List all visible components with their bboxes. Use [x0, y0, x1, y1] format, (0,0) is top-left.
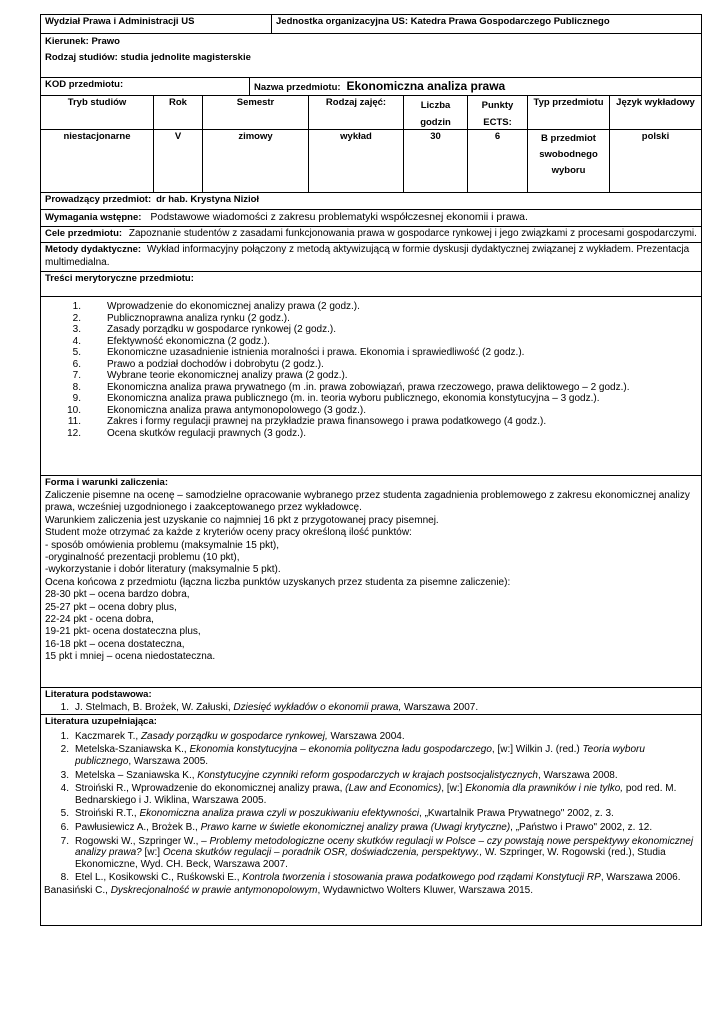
list-item: 5. Ekonomiczne uzasadnienie istnienia moralności i prawa. Ekonomia i sprawiedliwość (2 godz.).: [72, 347, 525, 358]
list-item: 3. Metelska – Szaniawska K., Konstytucyjne czynniki reform gospodarczych w krajach postsocjalistycznych, Warszawa 2008.: [60, 769, 618, 781]
td-language: polski: [641, 131, 670, 142]
td-semester: zimowy: [203, 130, 309, 192]
assessment-label: Forma i warunki zaliczenia:: [45, 477, 169, 488]
assessment-line: -oryginalność prezentacji problemu (10 pkt),: [45, 551, 240, 563]
assessment-line: 25-27 pkt – ocena dobry plus,: [45, 601, 177, 613]
goals-text: Zapoznanie studentów z zasadami funkcjonowania prawa w gospodarce rynkowej i jego związkami z procesami gospodarczymi.: [128, 228, 697, 239]
list-item: 10. Ekonomiczna analiza prawa antymonopolowego (3 godz.).: [67, 404, 367, 416]
list-item: 6. Pawłusiewicz A., Brożek B., Prawo karne w świetle ekonomicznej analizy prawa (Uwagi krytyczne), „Państwo i Prawo" 2002, z. 12.: [60, 822, 653, 834]
course-syllabus-form: [40, 14, 702, 926]
assessment-line: -wykorzystanie i dobór literatury (maksymalnie 5 pkt).: [45, 564, 281, 576]
table-value-row: [41, 130, 701, 193]
td-year: V: [154, 130, 203, 192]
list-item: 5. Stroiński R.T., Ekonomiczna analiza prawa czyli w poszukiwaniu efektywności, „Kwartalnik Prawa Prywatnego" 2002, z. 3.: [60, 808, 614, 820]
extra-literature-block: [41, 715, 701, 897]
list-item: 7. Wybrane teorie ekonomicznej analizy prawa (2 godz.).: [72, 370, 348, 381]
content-list: [41, 301, 630, 475]
code-name-row: [41, 78, 701, 96]
assessment-row: [41, 476, 701, 688]
unit-cell: Jednostka organizacyjna US: Katedra Prawa Gospodarczego Publicznego: [276, 16, 610, 27]
assessment-line: 16-18 pkt – ocena dostateczna,: [45, 638, 185, 650]
list-item: 1. Kaczmarek T., Zasady porządku w gospodarce rynkowej, Warszawa 2004.: [60, 730, 405, 742]
td-subject-type: B przedmiot swobodnego wyboru: [528, 130, 610, 192]
lecturer-name: dr hab. Krystyna Nizioł: [156, 194, 260, 205]
content-label: Treści merytoryczne przedmiotu:: [45, 273, 194, 284]
th-semester: Semestr: [203, 96, 309, 129]
assessment-line: 22-24 pkt - ocena dobra,: [45, 613, 154, 625]
list-item: 4. Stroiński R., Wprowadzenie do ekonomicznej analizy prawa, (Law and Economics), [w:] Ekonomia dla prawników i nie tylko, pod red. M. Bednarskiego i J. Wiklina, Warszawa 2005.: [60, 783, 677, 806]
th-language: Język wykładowy: [616, 97, 695, 108]
th-mode: Tryb studiów: [41, 96, 154, 129]
course-name-cell: [250, 78, 701, 95]
list-item: 8. Etel L., Kosikowski C., Ruśkowski E., Kontrola tworzenia i stosowania prawa podatkowego pod rządami Konstytucji RP, Warszawa 2006.: [60, 872, 681, 884]
goals-cell: [41, 227, 701, 242]
methods-text: Wykład informacyjny połączony z metodą aktywizującą w formie dyskusji dydaktycznej związanej z wykładem. Prezentacja multimedialna.: [45, 244, 690, 268]
list-item: 4. Efektywność ekonomiczna (2 godz.).: [72, 335, 270, 347]
list-item: 9. Ekonomiczna analiza prawa publicznego (m. in. teoria wyboru publicznego, ekonomia konstytucyjna – 3 godz.).: [72, 393, 600, 404]
table-header-row: [41, 96, 701, 130]
td-mode: niestacjonarne: [41, 130, 154, 192]
list-item: 7. Rogowski W., Szpringer W., – Problemy metodologiczne oceny skutków regulacji w Polsce – czy powstają nowe perspektywy ekonomicznej analizy prawa? [w:] Ocena skutków regulacji – poradnik OSR, doświadczenia, perspektywy., W. Szpringer, W. Rogowski (red.), Studia Ekonomiczne, Wyd. CH. Beck, Warszawa 2007.: [60, 835, 694, 870]
th-class-type: Rodzaj zajęć:: [309, 96, 404, 129]
list-item: 6. Prawo a podział dochodów i dobrobytu (2 godz.).: [72, 358, 324, 370]
assessment-line: 19-21 pkt- ocena dostateczna plus,: [45, 626, 201, 638]
list-item: Banasiński C., Dyskrecjonalność w prawie antymonopolowym, Wydawnictwo Wolters Kluwer, Warszawa 2015.: [44, 885, 534, 896]
td-hours: 30: [404, 130, 468, 192]
list-item: 1. Wprowadzenie do ekonomicznej analizy prawa (2 godz.).: [72, 301, 360, 312]
header-row: [41, 15, 701, 34]
assessment-line: Zaliczenie pisemne na ocenę – samodzielne opracowanie wybranego przez studenta zagadnienia problemowego z zakresu ekonomicznej analizy prawa, wcześniej uzgodnionego i zaakceptowanego przez wykładowcę.: [45, 489, 690, 514]
extra-literature-list: [41, 729, 701, 897]
th-subject-type: Typ przedmiotu: [528, 96, 610, 129]
assessment-line: Student może otrzymać za każde z kryteriów oceny pracy określoną ilość punktów:: [45, 527, 412, 539]
requirements-label: Wymagania wstępne:: [45, 212, 142, 223]
assessment-line: Warunkiem zaliczenia jest uzyskanie co najmniej 16 pkt z przygotowanej pracy pisemnej.: [45, 514, 439, 526]
basic-literature-list: [41, 702, 701, 714]
requirements-row: [41, 210, 701, 227]
list-item: 2. Metelska-Szaniawska K., Ekonomia konstytucyjna – ekonomia polityczna ładu gospodarczego, [w:] Wilkin J. (red.) Teoria wyboru publicznego, Warszawa 2005.: [60, 744, 645, 768]
methods-label: Metody dydaktyczne:: [45, 244, 142, 255]
basic-literature-label: Literatura podstawowa:: [45, 689, 152, 700]
direction-text: Kierunek: Prawo: [45, 36, 120, 47]
goals-label: Cele przedmiotu:: [45, 228, 123, 239]
goals-row: [41, 227, 701, 243]
code-label: KOD przedmiotu:: [41, 78, 250, 95]
methods-row: [41, 243, 701, 272]
lecturer-row: [41, 193, 701, 210]
content-list-row: [41, 297, 701, 476]
td-ects: 6: [468, 130, 528, 192]
lecturer-label: Prowadzący przedmiot:: [45, 194, 152, 205]
th-ects: Punkty ECTS:: [468, 96, 528, 129]
list-item: 12. Ocena skutków regulacji prawnych (3 godz.).: [67, 427, 306, 439]
content-label-row: [41, 272, 701, 297]
study-type-text: Rodzaj studiów: studia jednolite magisterskie: [45, 51, 251, 63]
list-item: 11. Zakres i formy regulacji prawnej na przykładzie prawa finansowego i prawa podatkowego (4 godz.).: [67, 416, 547, 427]
basic-literature-row: [41, 688, 701, 715]
assessment-line: Ocena końcowa z przedmiotu (łączna liczba punktów uzyskanych przez studenta za pisemne zaliczenie):: [45, 576, 511, 588]
list-item: 8. Ekonomiczna analiza prawa prywatnego (m .in. prawa zobowiązań, prawa rzeczowego, prawa deliktowego – 2 godz.).: [72, 381, 630, 393]
list-item: 2. Publicznoprawna analiza rynku (2 godz.).: [72, 312, 290, 324]
td-class-type: wykład: [309, 130, 404, 192]
name-label: Nazwa przedmiotu:: [254, 82, 341, 93]
assessment-line: 28-30 pkt – ocena bardzo dobra,: [45, 589, 190, 601]
th-year: Rok: [154, 96, 203, 129]
list-item: 3. Zasady porządku w gospodarce rynkowej (2 godz.).: [72, 324, 337, 335]
requirements-cell: [41, 210, 532, 226]
direction-row: [41, 34, 701, 78]
methods-cell: [41, 243, 701, 271]
assessment-text: [41, 490, 701, 665]
list-item: 1. J. Stelmach, B. Brożek, W. Załuski, Dziesięć wykładów o ekonomii prawa, Warszawa 2007.: [60, 701, 479, 713]
assessment-line: - sposób omówienia problemu (maksymalnie 15 pkt),: [45, 539, 279, 551]
faculty-cell: Wydział Prawa i Administracji US: [41, 15, 272, 33]
assessment-line: 15 pkt i mniej – ocena niedostateczna.: [45, 651, 216, 663]
th-hours: Liczba godzin: [404, 96, 468, 129]
requirements-text: Podstawowe wiadomości z zakresu problematyki współczesnej ekonomii i prawa.: [150, 211, 528, 223]
extra-literature-label: Literatura uzupełniająca:: [45, 716, 157, 727]
course-name: Ekonomiczna analiza prawa: [346, 79, 506, 93]
